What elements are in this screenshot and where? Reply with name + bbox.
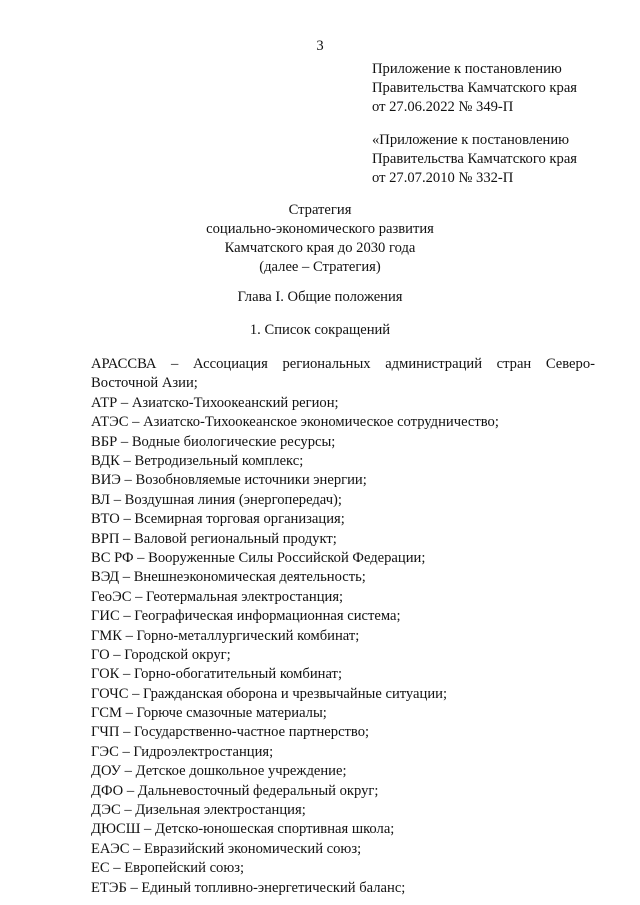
page-number: 3 (316, 38, 324, 54)
appendix-original-line1: «Приложение к постановлению (372, 132, 570, 148)
title-line1: Стратегия (288, 202, 352, 218)
list-item: ВС РФ – Вооруженные Силы Российской Федерации; (91, 549, 426, 566)
appendix-current-line3: от 27.06.2022 № 349-П (372, 99, 514, 115)
appendix-original-line2: Правительства Камчатского края (372, 151, 578, 167)
appendix-current-line2: Правительства Камчатского края (372, 80, 578, 96)
list-item: ЕАЭС – Евразийский экономический союз; (91, 840, 362, 857)
appendix-original-reference (372, 131, 612, 188)
list-item: ДЮСШ – Детско-юношеская спортивная школа; (91, 821, 395, 838)
list-item: ГСМ – Горюче смазочные материалы; (91, 705, 327, 722)
list-item: ЕС – Европейский союз; (91, 860, 245, 877)
list-item: ГО – Городской округ; (91, 646, 231, 663)
list-item: ВИЭ – Возобновляемые источники энергии; (91, 472, 367, 489)
list-item: ГОЧС – Гражданская оборона и чрезвычайные ситуации; (91, 685, 447, 702)
title-line3: Камчатского края до 2030 года (224, 240, 416, 256)
list-item: ГМК – Горно-металлургический комбинат; (91, 627, 360, 644)
chapter-heading: Глава I. Общие положения (237, 289, 403, 305)
list-item: ЕТЭБ – Единый топливно-энергетический баланс; (91, 879, 406, 896)
list-item: ГИС – Географическая информационная система; (91, 608, 401, 625)
document-title (0, 201, 640, 277)
list-item: ДЭС – Дизельная электростанция; (91, 802, 306, 819)
list-item: ВЭД – Внешнеэкономическая деятельность; (91, 569, 366, 586)
appendix-current-line1: Приложение к постановлению (372, 61, 562, 77)
title-line2: социально-экономического развития (206, 221, 434, 237)
list-item: АРАССВА – Ассоциация региональных администраций стран Северо-Восточной Азии; (91, 356, 595, 392)
list-item: ГЭС – Гидроэлектростанция; (91, 743, 274, 760)
list-item: ВЛ – Воздушная линия (энергопередач); (91, 491, 342, 508)
list-item: ВРП – Валовой региональный продукт; (91, 530, 337, 547)
abbreviation-list (91, 355, 595, 898)
list-item: АТР – Азиатско-Тихоокеанский регион; (91, 394, 339, 411)
title-line4: (далее – Стратегия) (259, 259, 381, 275)
appendix-current-reference (372, 60, 612, 117)
list-item: ГЧП – Государственно-частное партнерство; (91, 724, 370, 741)
list-item: ГеоЭС – Геотермальная электростанция; (91, 588, 344, 605)
list-item: ГОК – Горно-обогатительный комбинат; (91, 666, 342, 683)
list-item: ДФО – Дальневосточный федеральный округ; (91, 782, 379, 799)
list-item: ВТО – Всемирная торговая организация; (91, 511, 345, 528)
list-item: ВДК – Ветродизельный комплекс; (91, 452, 304, 469)
list-item: АТЭС – Азиатско-Тихоокеанское экономическое сотрудничество; (91, 414, 499, 431)
appendix-original-line3: от 27.07.2010 № 332-П (372, 170, 514, 186)
list-item: ВБР – Водные биологические ресурсы; (91, 433, 336, 450)
section-heading: 1. Список сокращений (249, 322, 391, 338)
list-item: ДОУ – Детское дошкольное учреждение; (91, 763, 347, 780)
